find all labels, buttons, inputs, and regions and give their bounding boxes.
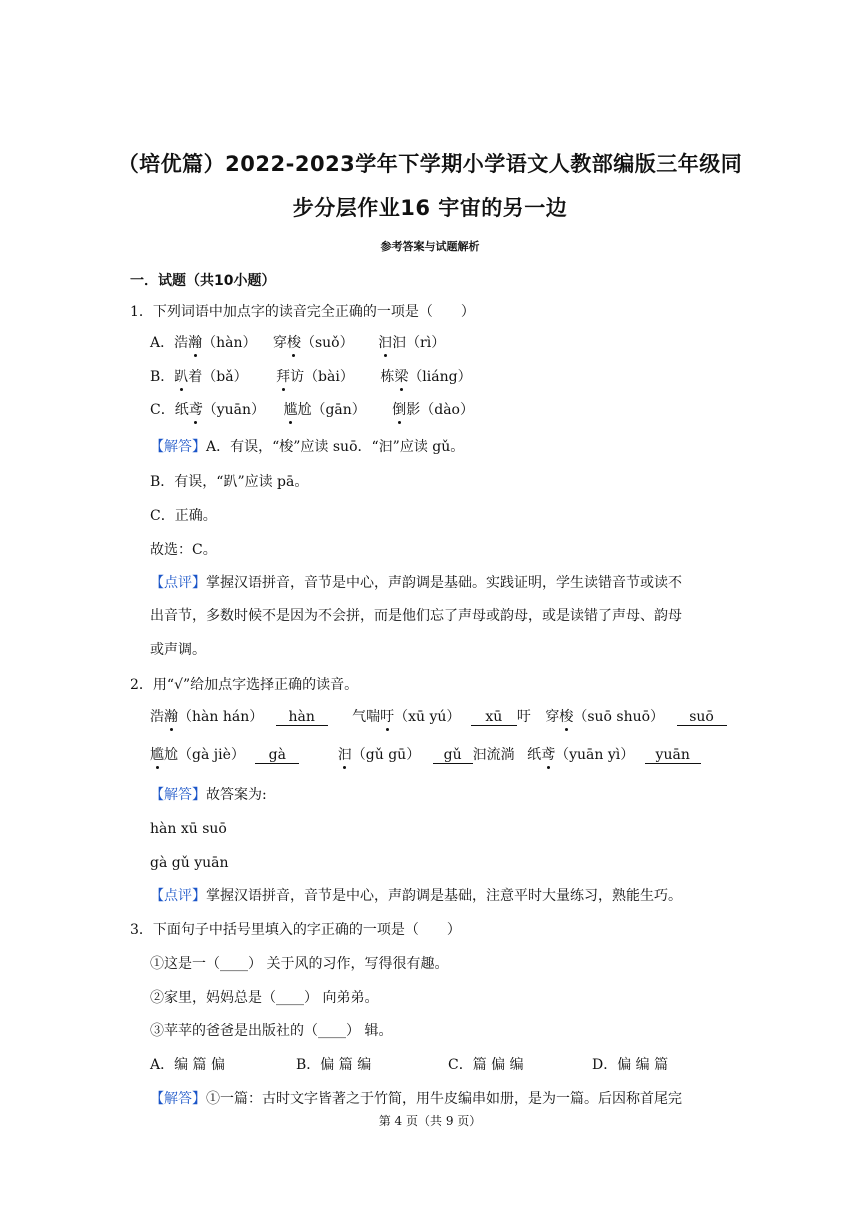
q1-option-b: B．趴着（bǎ） 拜访（bài） 栋梁（liáng） <box>150 369 472 385</box>
answer-label: 【解答】 <box>150 1091 206 1107</box>
q2-answer-line-2: gà gǔ yuān <box>150 855 229 871</box>
title-line-1: （培优篇）2022-2023学年下学期小学语文人教部编版三年级同 <box>117 152 743 176</box>
q3-sentence-1: ①这是一（____） 关于风的习作，写得很有趣。 <box>150 956 449 972</box>
emphasis-dot-char: 倒 <box>392 402 407 418</box>
answer-blank: suō <box>677 709 727 726</box>
answer-blank: xū <box>471 709 517 726</box>
emphasis-dot-char: 鸢 <box>188 402 203 418</box>
title-line-2: 步分层作业16 宇宙的另一边 <box>292 196 568 220</box>
section-heading: 一．试题（共10小题） <box>130 273 276 289</box>
answer-blank: hàn <box>276 709 328 726</box>
comment-label: 【点评】 <box>150 575 206 591</box>
emphasis-dot-char: 尴 <box>283 402 298 418</box>
emphasis-dot-char: 汩 <box>337 747 352 763</box>
q2-row-1: 浩瀚（hàn hán） hàn 气喘吁（xū yú） xū 吁 穿梭（suō shuō） suō <box>150 707 727 727</box>
q1-comment: 【点评】掌握汉语拼音，音节是中心，声韵调是基础。实践证明，学生读错音节或读不 <box>150 575 682 591</box>
q3-option-c: C．篇 偏 编 <box>448 1057 524 1073</box>
answer-label: 【解答】 <box>150 787 206 803</box>
q2-comment: 【点评】掌握汉语拼音，音节是中心，声韵调是基础，注意平时大量练习，熟能生巧。 <box>150 888 682 904</box>
emphasis-dot-char: 趴 <box>174 369 189 385</box>
q1-answer-c: C．正确。 <box>150 508 217 524</box>
q1-comment-line-2: 出音节，多数时候不是因为不会拼，而是他们忘了声母或韵母，或是读错了声母、韵母 <box>150 608 682 624</box>
q1-option-c: C．纸鸢（yuān） 尴尬（gān） 倒影（dào） <box>150 402 474 418</box>
emphasis-dot-char: 拜 <box>276 369 291 385</box>
q3-sentence-2: ②家里，妈妈总是（____） 向弟弟。 <box>150 990 379 1006</box>
emphasis-dot-char: 瀚 <box>188 335 203 351</box>
emphasis-dot-char: 梭 <box>559 709 574 725</box>
q1-option-a: A．浩瀚（hàn） 穿梭（suǒ） 汩汩（rì） <box>150 335 446 351</box>
question-2-stem: 2．用“√”给加点字选择正确的读音。 <box>130 677 359 693</box>
q1-answer: 【解答】A．有误，“梭”应读 suō．“汩”应读 gǔ。 <box>150 439 465 455</box>
emphasis-dot-char: 瀚 <box>164 709 178 725</box>
page-footer: 第 4 页（共 9 页） <box>378 1114 482 1128</box>
comment-label: 【点评】 <box>150 888 206 904</box>
emphasis-dot-char: 汩 <box>378 335 393 351</box>
answer-label: 【解答】 <box>150 439 206 455</box>
q3-option-d: D．偏 编 篇 <box>592 1057 669 1073</box>
emphasis-dot-char: 尴 <box>150 747 164 763</box>
q3-option-a: A．编 篇 偏 <box>150 1057 226 1073</box>
q1-comment-line-3: 或声调。 <box>150 642 206 658</box>
emphasis-dot-char: 梁 <box>394 369 409 385</box>
subtitle: 参考答案与试题解析 <box>380 240 480 253</box>
question-1-stem: 1．下列词语中加点字的读音完全正确的一项是（ ） <box>130 304 475 320</box>
q3-option-b: B．偏 篇 编 <box>296 1057 372 1073</box>
q2-row-2: 尴尬（gà jiè） gà 汩（gǔ gū） gǔ 汩流淌 纸鸢（yuān yì） yuān <box>150 745 701 765</box>
q1-answer-b: B．有误，“趴”应读 pā。 <box>150 474 309 490</box>
q1-choice: 故选：C。 <box>150 542 217 558</box>
q3-answer: 【解答】①一篇：古时文字皆著之于竹简，用牛皮编串如册，是为一篇。后因称首尾完 <box>150 1091 682 1107</box>
answer-blank: yuān <box>645 747 701 764</box>
emphasis-dot-char: 鸢 <box>541 747 556 763</box>
emphasis-dot-char: 吁 <box>380 709 395 725</box>
emphasis-dot-char: 梭 <box>286 335 301 351</box>
q2-answer: 【解答】故答案为: <box>150 787 267 803</box>
q3-sentence-3: ③苹苹的爸爸是出版社的（____） 辑。 <box>150 1023 393 1039</box>
answer-blank: gà <box>255 747 299 764</box>
answer-blank: gǔ <box>433 747 473 764</box>
question-3-stem: 3．下面句子中括号里填入的字正确的一项是（ ） <box>130 922 461 938</box>
q2-answer-line-1: hàn xū suō <box>150 821 227 837</box>
